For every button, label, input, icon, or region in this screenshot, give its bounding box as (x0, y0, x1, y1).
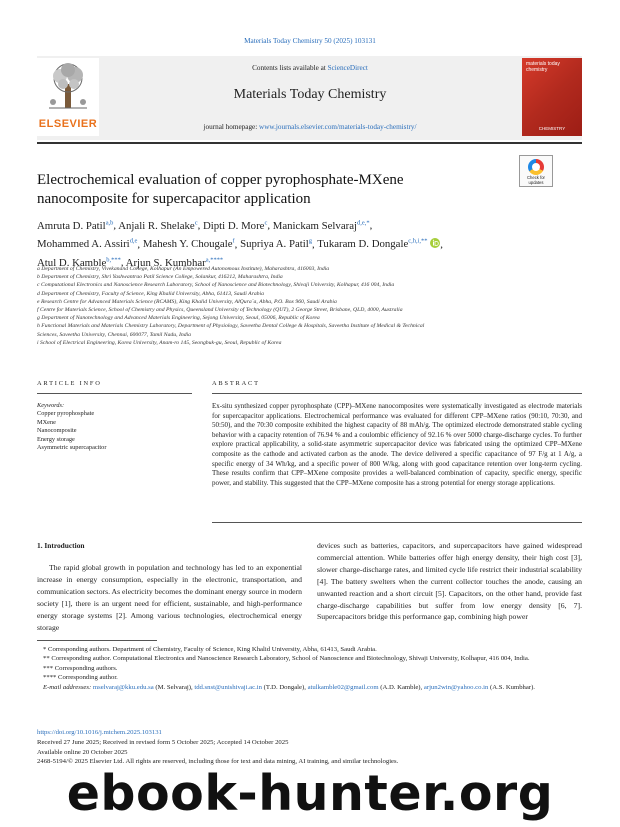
author[interactable]: Supriya A. Patil$^g$ (240, 237, 312, 251)
doi-link[interactable]: https://doi.org/10.1016/j.mtchem.2025.103131 (37, 729, 162, 736)
article-title: Electrochemical evaluation of copper pyrophosphate-MXene nanocomposite for supercapacitor application (37, 172, 404, 207)
footnote: * Corresponding authors. Department of Chemistry, Faculty of Science, King Khalid University, Abha, 61413, Saudi Arabia. (43, 646, 377, 653)
author-list: Amruta D. Patil$^{a,b}$, Anjali R. Shelake$^c$, Dipti D. More$^c$, Manickam Selvaraj$^{d,e,*}$, Mohammed A. Assiri$^{d,e}$, Mahesh Y. Chougale$^f$, Supriya A. Patil$^g$, Tukaram D. Dongale$^{c,h,i,**}$ , Atul D. Kamble$^{b,***}$, Arjun S. Kumbhar$^{a,****}$ (37, 219, 443, 269)
article-info-heading: ARTICLE INFO (37, 380, 102, 387)
elsevier-logo[interactable] (37, 58, 99, 136)
footnote-rule (37, 640, 157, 641)
contents-prefix: Contents lists available at (252, 64, 328, 72)
author[interactable]: Arjun S. Kumbhar$^{a,****}$ (125, 256, 224, 269)
affiliation: c Computational Electronics and Nanoscience Research Laboratory, School of Nanoscience and Biotechnology, Shivaji University, Kolhapur, 416 004, India (37, 282, 395, 289)
email-link[interactable]: atulkamble02@gmail.com (307, 683, 379, 691)
publication-info (37, 728, 582, 767)
email-link[interactable]: arjun2win@yahoo.co.in (423, 683, 489, 691)
header-rule (37, 142, 582, 144)
cover-badge: CHEMISTRY (538, 126, 566, 131)
keyword: Asymmetric supercapacitor (37, 444, 107, 452)
affiliation: i School of Electrical Engineering, Korea University, Anam-ro 145, Seongbuk-gu, Seoul, Republic of Korea (37, 339, 282, 346)
footnote: *** Corresponding authors. (43, 664, 118, 672)
author[interactable]: Mahesh Y. Chougale$^f$ (142, 237, 235, 251)
watermark: ebook-hunter.org (66, 765, 554, 822)
author[interactable]: Manickam Selvaraj$^{d,e,*}$ (272, 219, 370, 232)
author[interactable]: Amruta D. Patil$^{a,b}$ (37, 219, 114, 232)
history-dates: Received 27 June 2025; Received in revised form 5 October 2025; Accepted 14 October 2025 (37, 738, 289, 746)
contents-line (100, 64, 520, 72)
journal-reference[interactable]: Materials Today Chemistry 50 (2025) 103131 (244, 37, 376, 45)
affiliation: Sciences, Saveetha University, Chennai, 600077, Tamil Nadu, India (37, 331, 191, 338)
journal-cover-image[interactable] (522, 58, 582, 136)
homepage-link[interactable]: www.journals.elsevier.com/materials-today-chemistry/ (259, 123, 417, 131)
abstract-bottom-rule (212, 522, 582, 523)
keyword: MXene (37, 418, 56, 426)
homepage-prefix: journal homepage: (203, 123, 260, 131)
affiliation: e Research Centre for Advanced Materials Science (RCAMS), King Khalid University, AlQura`a, Abha, P.O. Box 960, Saudi Arabia (37, 298, 337, 305)
abstract-rule (212, 393, 582, 394)
intro-left-column: The rapid global growth in population and technology has led to an exponential increase in energy consumption, especially in the electronic, transportation, and communication sectors. As electricity becomes the dominant energy source in modern society [1], there is an urgent need for efficient, sustainable, and high-performance energy storage systems [2]. Among various technologies, electrochemical energy storage (37, 563, 302, 632)
affiliations (37, 265, 582, 347)
affiliation: b Department of Chemistry, Shri Yashwantrao Patil Science College, Solankur, 416212, Maharashtra, India (37, 274, 283, 281)
check-for-updates-button[interactable] (519, 155, 553, 187)
article-info-rule (37, 393, 192, 394)
author[interactable]: Dipti D. More$^c$ (202, 219, 268, 232)
homepage-line (100, 123, 520, 131)
keywords-label: Keywords: (37, 402, 65, 409)
email-owner: (A.S. Kumbhar). (490, 683, 535, 691)
author[interactable]: Mohammed A. Assiri$^{d,e}$ (37, 237, 138, 251)
email-link[interactable]: mselvaraj@kku.edu.sa (92, 683, 154, 691)
keyword: Copper pyrophosphate (37, 410, 95, 418)
cover-title: materials today chemistry (526, 61, 560, 73)
elsevier-wordmark: ELSEVIER (38, 118, 98, 130)
affiliation: d Department of Chemistry, Faculty of Science, King Khalid University, Abha, 61413, Saudi Arabia (37, 290, 264, 297)
author[interactable]: Atul D. Kamble$^{b,***}$ (37, 256, 121, 269)
copyright: 2468-5194/© 2025 Elsevier Ltd. All rights are reserved, including those for text and data mining, AI training, and similar technologies. (37, 758, 399, 766)
abstract-heading: ABSTRACT (212, 380, 260, 387)
affiliation: f Centre for Materials Science, School of Chemistry and Physics, Queensland University of Technology (QUT), 2 George Street, Brisbane, QLD, 4000, Australia (37, 307, 403, 314)
abstract-text: Ex-situ synthesized copper pyrophosphate (CPP)–MXene nanocomposites were systematically investigated as electrode materials for supercapacitor applications. Electrochemical performance was evaluated for different CPP–MXene ratios (90:10, 70:30, and 50:50), and the 70:30 composite exhibited the highest capacity of 88 mAh/g. The optimized electrode demonstrated stable cycling behavior with a capacity retention of 76.94 % and a coulombic efficiency of 92.16 % over 5000 charge-discharge cycles. To further explore practical applicability, a solid-state asymmetric supercapacitor device was fabricated using the optimized CPP–MXene composite as the cathode and activated carbon as the anode. The device delivered a specific capacitance of 97 F/g at 1 A/g, a specific energy of 34 Wh/kg, and a specific power of 800 W/kg, along with good capacitance retention over long-term cycling. These results confirm that CPP–MXene composite provides a well-balanced combination of capacity, specific energy, specific power, and stability. This suggested that the CPP–MXene composite has a strong potential for energy storage applications. (212, 402, 582, 487)
author[interactable]: Tukaram D. Dongale$^{c,h,i,**}$ (317, 237, 428, 251)
keyword: Nanocomposite (37, 427, 77, 435)
keywords-block (37, 402, 187, 452)
footnote: **** Corresponding author. (43, 674, 118, 682)
email-label: E-mail addresses: (43, 683, 92, 691)
email-owner: (M. Selvaraj), (155, 683, 193, 691)
check-updates-label: Check for updates (527, 175, 545, 185)
journal-title: Materials Today Chemistry (233, 87, 387, 102)
available-online: Available online 20 October 2025 (37, 748, 128, 756)
email-owner: (T.D. Dongale), (263, 683, 306, 691)
footnote: ** Corresponding author. Computational Electronics and Nanoscience Research Laboratory, School of Nanoscience and Biotechnology, Shivaji University, Kolhapur, 416 004, India. (43, 655, 530, 663)
affiliation: h Functional Materials and Materials Chemistry Laboratory, Department of Physiology, Saveetha Dental College & Hospitals, Saveetha Institute of Medical & Technical (37, 323, 425, 330)
sciencedirect-link[interactable]: ScienceDirect (327, 64, 368, 72)
keyword: Energy storage (37, 435, 75, 443)
introduction-heading: 1. Introduction (37, 541, 85, 550)
affiliation: g Department of Nanotechnology and Advanced Materials Engineering, Sejong University, Seoul, 05006, Republic of Korea (37, 315, 320, 322)
affiliation: a Department of Chemistry, Vivekanand College, Kolhapur (An Empowered Autonomous Institute), Maharashtra, 416003, India (37, 266, 330, 272)
check-updates-icon (528, 159, 544, 175)
email-link[interactable]: tdd.snst@unishivaji.ac.in (194, 683, 262, 691)
intro-right-column: devices such as batteries, capacitors, and supercapacitors have gained widespread commercial attention. While batteries offer high energy density, their high cost [3], slower charge-discharge rates, and limited cycle life restrict their industrial scalability [4]. The battery swelters when the current collector touches the anode, causing an unwanted reaction and a short circuit [5]. Capacitors, on the other hand, provide fast charge-discharge capabilities but suffer from low energy density [6, 7]. Supercapacitors bridge this performance gap, combining high power (317, 541, 582, 622)
footnotes (37, 645, 582, 692)
author[interactable]: Anjali R. Shelake$^c$ (118, 219, 198, 232)
elsevier-tree-icon (45, 62, 91, 112)
orcid-icon[interactable] (430, 238, 440, 248)
email-line (37, 683, 582, 692)
email-owner: (A.D. Kamble), (380, 683, 423, 691)
